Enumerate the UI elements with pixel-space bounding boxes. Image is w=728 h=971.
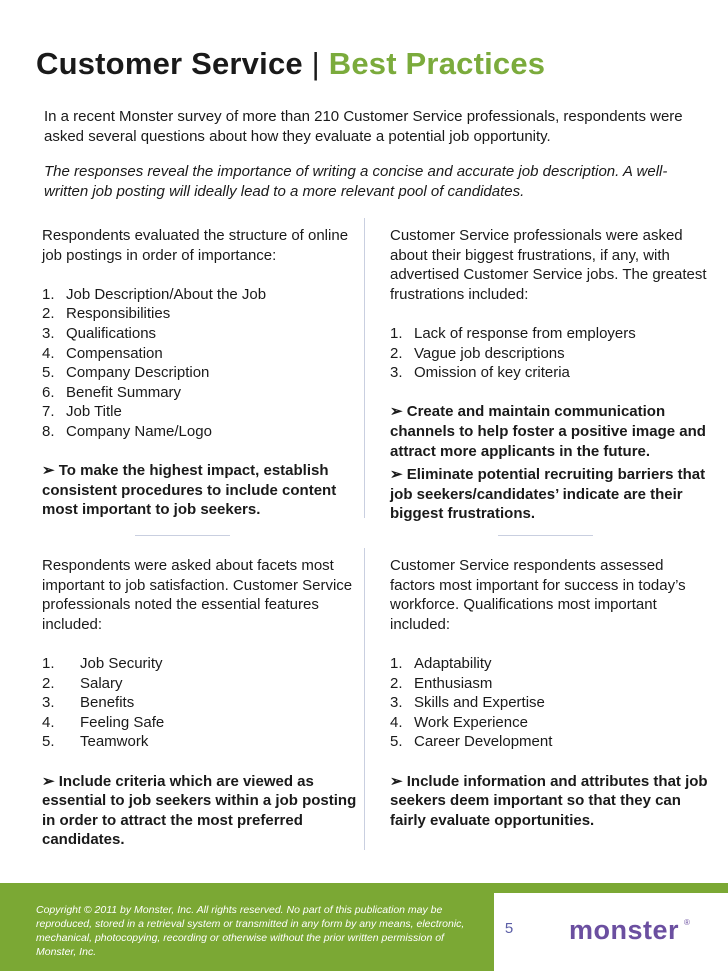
list-item: 1. Job Security: [42, 654, 163, 672]
list-item: 7. Job Title: [42, 403, 122, 421]
list-item: 4. Feeling Safe: [42, 713, 165, 731]
column-divider-top: [364, 218, 365, 518]
list-item: 2. Responsibilities: [42, 305, 171, 323]
list-item: 2. Vague job descriptions: [390, 344, 565, 362]
section-text: Customer Service respondents assessed factors most important for success in today’s workforce. Qualifications most important included:: [390, 557, 686, 633]
registered-mark: ®: [684, 918, 690, 927]
section-structure: [42, 226, 362, 520]
satisfaction-list: [42, 654, 362, 752]
list-item: 5. Company Description: [42, 364, 210, 382]
list-item: 3. Benefits: [42, 694, 135, 712]
list-item: 1. Job Description/About the Job: [42, 285, 267, 303]
intro-paragraph: In a recent Monster survey of more than 210 Customer Service professionals, respondents were asked several questions about how they evaluate a potential job opportunity.: [44, 108, 683, 145]
list-item: 3. Qualifications: [42, 324, 157, 342]
monster-logo: monster: [569, 915, 680, 945]
section-divider-right: [498, 535, 593, 536]
success-list: [390, 654, 712, 752]
list-item: 3. Skills and Expertise: [390, 694, 545, 712]
title-main: Customer Service: [36, 46, 303, 81]
page-title: [36, 46, 545, 82]
section-satisfaction: [42, 556, 362, 850]
tip-callout: ➢ Eliminate potential recruiting barriers that job seekers/candidates’ indicate are their biggest frustrations.: [390, 466, 706, 523]
list-item: 6. Benefit Summary: [42, 383, 182, 401]
tip-callout: ➢ To make the highest impact, establish consistent procedures to include content most important to job seekers.: [42, 462, 337, 519]
section-frustrations: [390, 226, 712, 524]
list-item: 1. Lack of response from employers: [390, 324, 636, 342]
list-item: 8. Company Name/Logo: [42, 422, 212, 440]
structure-list: [42, 285, 362, 442]
list-item: 3. Omission of key criteria: [390, 364, 570, 382]
list-item: 2. Salary: [42, 674, 123, 692]
title-accent: Best Practices: [328, 46, 546, 81]
list-item: 4. Work Experience: [390, 713, 528, 731]
section-text: Customer Service professionals were asked about their biggest frustrations, if any, with advertised Customer Service jobs. The greatest frustrations included:: [390, 227, 707, 303]
section-divider-left: [135, 535, 230, 536]
tip-callout: ➢ Create and maintain communication channels to help foster a positive image and attract more applicants in the future.: [390, 403, 706, 460]
intro-italic: The responses reveal the importance of writing a concise and accurate job description. A well-written job posting will ideally lead to a more relevant pool of candidates.: [44, 163, 668, 200]
list-item: 1. Adaptability: [390, 654, 492, 672]
list-item: 2. Enthusiasm: [390, 674, 493, 692]
title-separator: |: [311, 46, 320, 81]
section-text: Respondents evaluated the structure of online job postings in order of importance:: [42, 227, 349, 264]
tip-callout: ➢ Include information and attributes that job seekers deem important so that they can fairly evaluate opportunities.: [390, 772, 708, 829]
tip-callout: ➢ Include criteria which are viewed as essential to job seekers within a job posting in order to attract the most preferred candidates.: [42, 772, 357, 849]
column-divider-bottom: [364, 548, 365, 850]
list-item: 5. Teamwork: [42, 733, 149, 751]
page-number: 5: [504, 920, 514, 937]
list-item: 4. Compensation: [42, 344, 163, 362]
section-text: Respondents were asked about facets most important to job satisfaction. Customer Service professionals noted the essential features included:: [42, 557, 353, 633]
section-success: [390, 556, 712, 830]
frustrations-list: [390, 324, 712, 383]
list-item: 5. Career Development: [390, 733, 553, 751]
copyright-notice: Copyright © 2011 by Monster, Inc. All rights reserved. No part of this publication may be reproduced, stored in a retrieval system or transmitted in any form by any means, electronic, mechanical, photocopying, recording or otherwise without the prior written permission of Monster, Inc.: [36, 904, 465, 958]
